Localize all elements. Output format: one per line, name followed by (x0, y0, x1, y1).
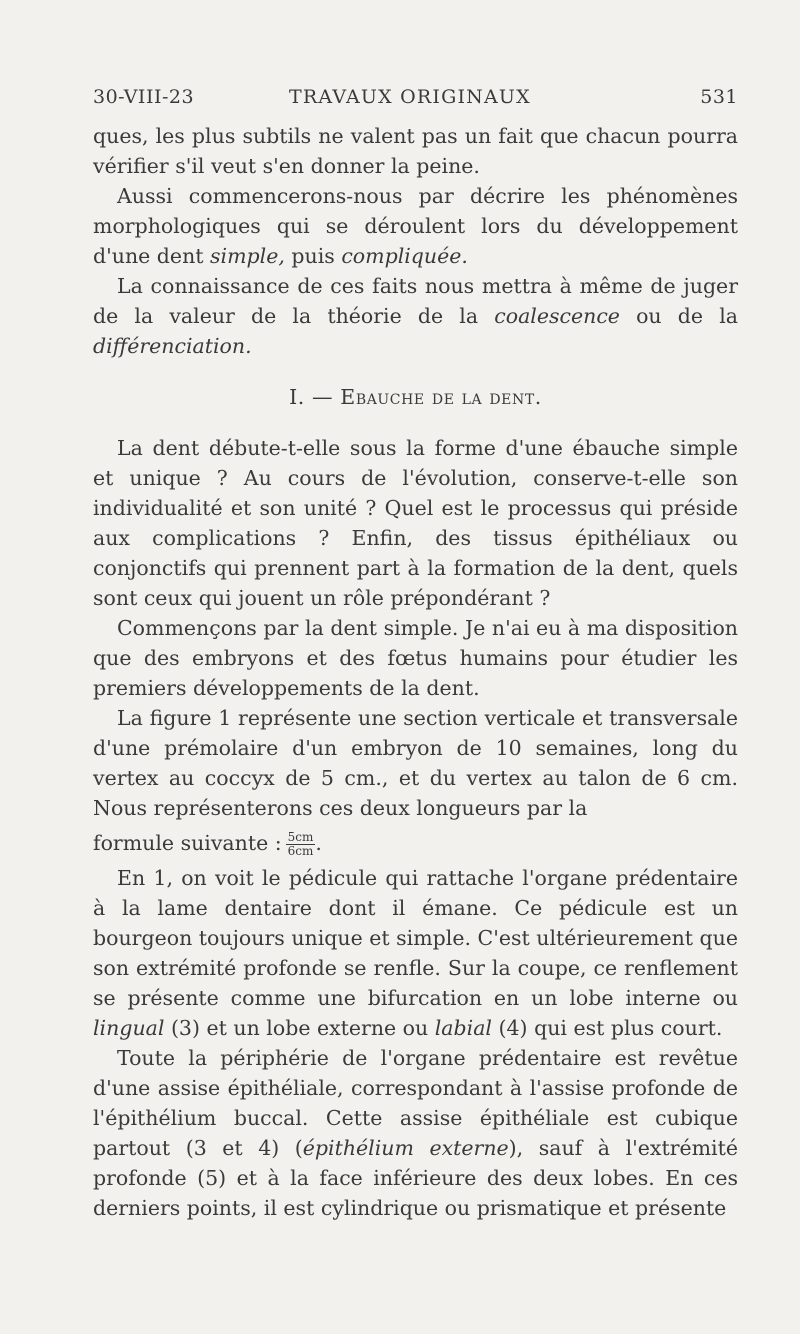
paragraph-1-text: ques, les plus subtils ne valent pas un fait que chacun pourra vérifier s'il veut s'en donner la peine. (93, 124, 738, 178)
paragraph-4 (93, 433, 738, 613)
page-body (93, 121, 738, 1223)
paragraph-7-text-b: (3) et un lobe externe ou (164, 1016, 435, 1040)
term-differenciation: différenciation. (93, 334, 252, 358)
term-coalescence: coalescence (494, 304, 620, 328)
section-number: I. — (289, 385, 341, 409)
paragraph-4-text: La dent débute-t-elle sous la forme d'une ébauche simple et unique ? Au cours de l'évolution, conserve-t-elle son individualité et son unité ? Quel est le processus qui préside aux complications ? Enfin, des tissus épithéliaux ou conjonctifs qui prennent part à la formation de la dent, quels sont ceux qui jouent un rôle prépondérant ? (93, 436, 738, 610)
paragraph-7 (93, 863, 738, 1043)
paragraph-5 (93, 613, 738, 703)
paragraph-6 (93, 703, 738, 823)
header-title: TRAVAUX ORIGINAUX (289, 86, 531, 108)
section-title: Ebauche de la dent. (340, 385, 542, 409)
paragraph-8 (93, 1043, 738, 1223)
length-fraction (286, 831, 316, 858)
term-compliquee: compliquée. (341, 244, 468, 268)
header-date: 30-VIII-23 (93, 86, 195, 108)
paragraph-3 (93, 271, 738, 361)
term-lingual: lingual (93, 1016, 165, 1040)
paragraph-8-text-a: Toute la périphérie de l'organe prédentaire est revêtue d'une assise épithéliale, correspondant à l'assise profonde de l'épithélium buccal. Cette assise épithéliale est cubique partout (3 et 4) ( (93, 1046, 738, 1160)
paragraph-2-text-a: Aussi commencerons-nous par décrire les phénomènes morphologiques qui se déroulent lors du développement d'une dent (93, 184, 738, 268)
formula-label: formule suivante : (93, 831, 282, 855)
paragraph-7-text-a: En 1, on voit le pédicule qui rattache l'organe prédentaire à la lame dentaire dont il émane. Ce pédicule est un bourgeon toujours unique et simple. C'est ultérieurement que son extrémité profonde se renfle. Sur la coupe, ce renflement se présente comme une bifurcation en un lobe interne ou (93, 866, 738, 1010)
paragraph-5-text: Commençons par la dent simple. Je n'ai eu à ma disposition que des embryons et des fœtus humains pour étudier les premiers développements de la dent. (93, 616, 738, 700)
page-number: 531 (700, 86, 738, 108)
paragraph-8-text-b: ), sauf à l'extrémité profonde (5) et à la face inférieure des deux lobes. En ces derniers points, il est cylindrique ou prismatique et présente (93, 1136, 738, 1220)
running-header (93, 86, 738, 116)
formula-line (93, 823, 738, 863)
paragraph-2 (93, 181, 738, 271)
fraction-numerator: 5cm (287, 830, 314, 844)
term-labial: labial (434, 1016, 492, 1040)
paragraph-2-text-b: puis (284, 244, 342, 268)
term-epithelium-externe: épithélium externe (302, 1136, 509, 1160)
fraction-denominator: 6cm (287, 844, 314, 858)
paragraph-3-text-b: ou de la (619, 304, 738, 328)
section-heading (93, 382, 738, 412)
formula-end: . (315, 831, 322, 855)
term-simple: simple, (210, 244, 285, 268)
paragraph-6-text: La figure 1 représente une section verticale et transversale d'une prémolaire d'un embryon de 10 semaines, long du vertex au coccyx de 5 cm., et du vertex au talon de 6 cm. Nous représenterons ces deux longueurs par la (93, 706, 738, 820)
paragraph-7-text-c: (4) qui est plus court. (492, 1016, 723, 1040)
paragraph-1 (93, 121, 738, 181)
paragraph-3-text-a: La connaissance de ces faits nous mettra à même de juger de la valeur de la théorie de la (93, 274, 738, 328)
